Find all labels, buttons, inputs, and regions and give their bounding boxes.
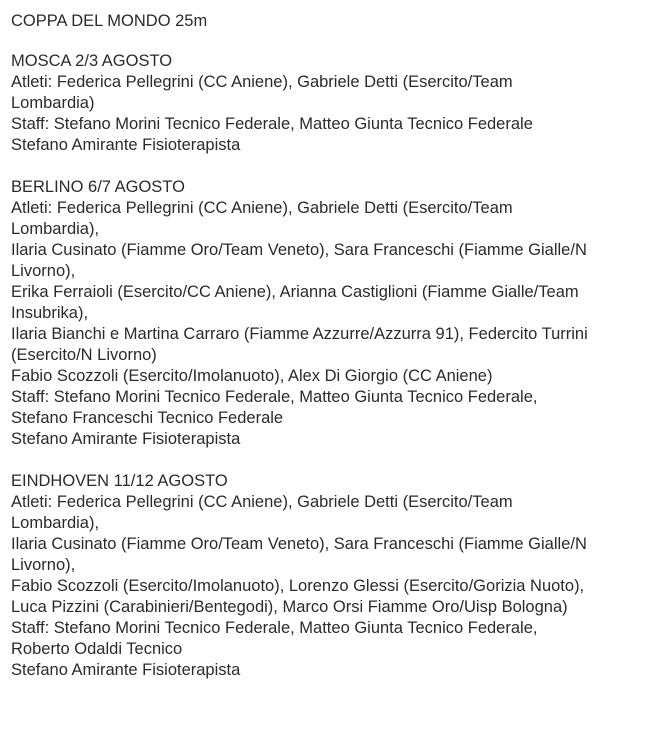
staff-line: Stefano Amirante Fisioterapista	[11, 136, 241, 154]
section-heading: BERLINO 6/7 AGOSTO	[11, 178, 185, 196]
page-title: COPPA DEL MONDO 25m	[11, 12, 208, 30]
athletes-line: Fabio Scozzoli (Esercito/Imolanuoto), Lorenzo Glessi (Esercito/Gorizia Nuoto),	[11, 577, 585, 595]
section-heading: EINDHOVEN 11/12 AGOSTO	[11, 472, 228, 490]
staff-line: Staff: Stefano Morini Tecnico Federale, Matteo Giunta Tecnico Federale, Roberto Odaldi Tecnico	[11, 619, 538, 658]
staff-line: Staff: Stefano Morini Tecnico Federale, Matteo Giunta Tecnico Federale, Stefano Franceschi Tecnico Federale	[11, 388, 538, 427]
athletes-line: Atleti: Federica Pellegrini (CC Aniene), Gabriele Detti (Esercito/Team Lombardia),	[11, 199, 513, 238]
athletes-line: Atleti: Federica Pellegrini (CC Aniene), Gabriele Detti (Esercito/Team Lombardia)	[11, 73, 513, 112]
staff-line: Stefano Amirante Fisioterapista	[11, 661, 241, 679]
athletes-line: Ilaria Bianchi e Martina Carraro (Fiamme Azzurre/Azzurra 91), Federcito Turrini (Esercito/N Livorno)	[11, 325, 588, 364]
athletes-line: Ilaria Cusinato (Fiamme Oro/Team Veneto), Sara Franceschi (Fiamme Gialle/N Livorno),	[11, 241, 587, 280]
athletes-line: Atleti: Federica Pellegrini (CC Aniene), Gabriele Detti (Esercito/Team Lombardia),	[11, 493, 513, 532]
staff-line: Staff: Stefano Morini Tecnico Federale, Matteo Giunta Tecnico Federale	[11, 115, 533, 133]
section-berlino	[11, 177, 641, 450]
athletes-line: Erika Ferraioli (Esercito/CC Aniene), Arianna Castiglioni (Fiamme Gialle/Team Insubrika),	[11, 283, 579, 322]
athletes-line: Fabio Scozzoli (Esercito/Imolanuoto), Alex Di Giorgio (CC Aniene)	[11, 367, 493, 385]
athletes-line: Luca Pizzini (Carabinieri/Bentegodi), Marco Orsi Fiamme Oro/Uisp Bologna)	[11, 598, 568, 616]
staff-line: Stefano Amirante Fisioterapista	[11, 430, 241, 448]
section-heading: MOSCA 2/3 AGOSTO	[11, 52, 173, 70]
section-eindhoven	[11, 471, 641, 681]
section-mosca	[11, 51, 641, 156]
athletes-line: Ilaria Cusinato (Fiamme Oro/Team Veneto), Sara Franceschi (Fiamme Gialle/N Livorno),	[11, 535, 587, 574]
